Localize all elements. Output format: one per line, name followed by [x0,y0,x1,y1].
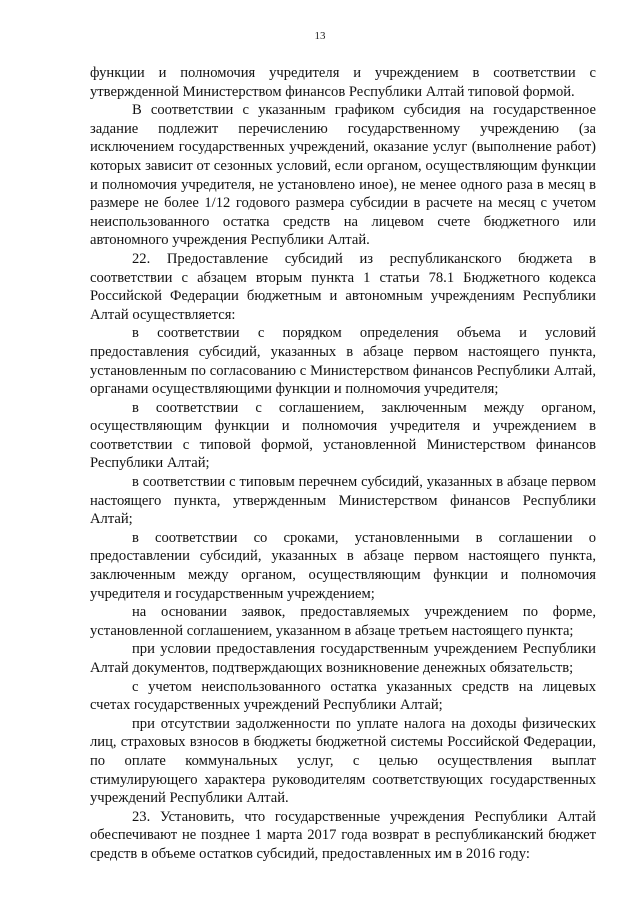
paragraph: в соответствии со сроками, установленными в соглашении о предоставлении субсидий, указанных в абзаце первом настоящего пункта, заключенным между органом, осуществляющим функции и полномочия учредителя и государственным учреждением; [90,529,596,602]
paragraph: в соответствии с типовым перечнем субсидий, указанных в абзаце первом настоящего пункта, утвержденным Министерством финансов Республики Алтай; [90,474,596,528]
paragraph: на основании заявок, предоставляемых учреждением по форме, установленной соглашением, указанном в абзаце третьем настоящего пункта; [90,604,596,639]
paragraph: при условии предоставления государственным учреждением Республики Алтай документов, подтверждающих возникновение денежных обязательств; [90,641,596,676]
paragraph: В соответствии с указанным графиком субсидия на государственное задание подлежит перечислению государственному учреждению (за исключением государственных учреждений, оказание услуг (выполнение работ) которых зависит от сезонных условий, если органом, осуществляющим функции и полномочия учредителя, не установлено иное), не менее одного раза в месяц в размере не более 1/12 годового размера субсидии в расчете на месяц с учетом неиспользованного остатка средств на лицевом счете бюджетного или автономного учреждения Республики Алтай. [90,102,596,249]
body-text [90,64,596,864]
page-number: 13 [314,30,326,42]
paragraph: 22. Предоставление субсидий из республиканского бюджета в соответствии с абзацем вторым пункта 1 статьи 78.1 Бюджетного кодекса Российской Федерации бюджетным и автономным учреждениям Республики Алтай осуществляется: [90,250,596,323]
paragraph: функции и полномочия учредителя и учреждением в соответствии с утвержденной Министерством финансов Республики Алтай типовой формой. [90,65,596,100]
paragraph: в соответствии с порядком определения объема и условий предоставления субсидий, указанных в абзаце первом настоящего пункта, установленным по согласованию с Министерством финансов Республики Алтай, органами осуществляющими функции и полномочия учредителя; [90,325,596,398]
paragraph: при отсутствии задолженности по уплате налога на доходы физических лиц, страховых взносов в бюджеты бюджетной системы Российской Федерации, по оплате коммунальных услуг, с целью осуществления выплат стимулирующего характера руководителям соответствующих государственных учреждений Республики Алтай. [90,715,596,807]
paragraph: в соответствии с соглашением, заключенным между органом, осуществляющим функции и полномочия учредителя и учреждением в соответствии с типовой формой, установленной Министерством финансов Республики Алтай; [90,399,596,472]
paragraph: 23. Установить, что государственные учреждения Республики Алтай обеспечивают не позднее 1 марта 2017 года возврат в республиканский бюджет средств в объеме остатков субсидий, предоставленных им в 2016 году: [90,808,596,862]
paragraph: с учетом неиспользованного остатка указанных средств на лицевых счетах государственных учреждений Республики Алтай; [90,678,596,714]
